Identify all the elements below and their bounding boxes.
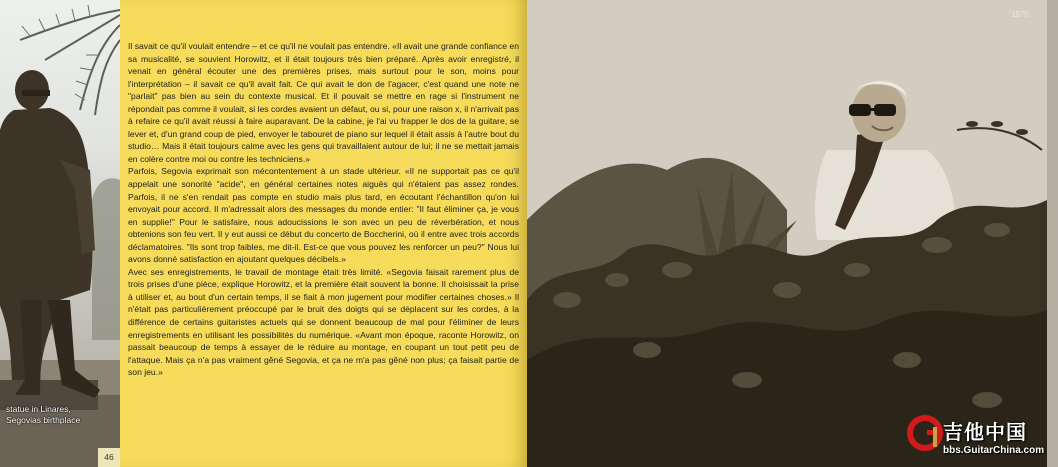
text-page (120, 0, 527, 467)
paragraph: Avec ses enregistrements, le travail de montage était très limité. «Segovia faisait rarement plus de trois prises d'une pièce, explique Horowitz, et la première était souvent la bonne. Il choisissait la prise à utiliser et, au bout d'un certain temps, il se fiait à mon jugement pour modifier certaines choses.» Il n'était pas particulièrement préoccupé par le bruit des doigts qui se déplacent sur les cordes, à la différence de certains guitaristes actuels qui se donnent beaucoup de mal pour l'éliminer de leurs enregistrements en utilisant les possibilités du numérique. «Avant mon époque, raconte Horowitz, on passait beaucoup de temps à essayer de le réduire au montage, en coupant un tout petit peu de l'attaque. Mais ça n'a pas vraiment gêné Segovia, et ça ne m'a pas gêné non plus; ça faisait partie de son jeu.» (128, 266, 519, 378)
page-number: 46 (98, 448, 120, 467)
statue-illustration (0, 0, 120, 467)
photo-caption (6, 404, 114, 426)
watermark (905, 413, 1055, 465)
caption-line-1: statue in Linares, (6, 404, 71, 414)
paragraph: Parfois, Segovia exprimait son mécontentement à un stade ultérieur. «Il ne supportait pas ce qu'il appelait une sonorité "acide", en général certaines notes aiguës qui n'étaient pas assez rondes. Parfois, il ne s'en rendait pas compte en studio mais plus tard, en écoutant l'échantillon qu'on lui envoyait pour accord. Il m'adressait alors des messages du monde entier: "Il faut éliminer ça, je vous en supplie!" Pour le satisfaire, nous adoucissions le son avec un peu de réverbération, et nous obtenions son feu vert. Il y eut aussi ce début du concerto de Boccherini, où il entre avec trois accords déclamatoires. "Ils sont trop faibles, me dit-il. Est-ce que vous pouvez les renforcer un peu?" Nous lui avons donné satisfaction en ajoutant quelques décibels.» (128, 166, 519, 265)
statue-photo (0, 0, 120, 467)
paragraph: Il savait ce qu'il voulait entendre – et ce qu'il ne voulait pas entendre. «Il avait une grande confiance en sa musicalité, se souvient Horowitz, et il était toujours très bien préparé. Après avoir enregistré, il venait en général écouter une des premières prises, mais surtout pour le son, moins pour l'interprétation – il savait ce qu'il avait fait. Ce qui avait le don de l'agacer, c'est quand une note ne "parlait" pas bien au sein du contexte musical. Et il pouvait se mettre en rage si l'instrument ne répondait pas comme il voulait, si les cordes avaient un défaut, ou si, pour une raison x, il n'arrivait pas à refaire ce qu'il avait réussi à faire auparavant. De la cabine, je l'ai vu frapper le dos de la guitare, se lever et, d'un grand coup de pied, envoyer le tabouret de piano sur lequel il était assis à l'autre bout du studio… Mais il était toujours calme avec les gens qui travaillaient autour de lui; il ne se mettait jamais en colère contre moi ou contre les techniciens.» (128, 41, 519, 164)
watermark-chinese-text: 吉他中国 (943, 420, 1027, 444)
year-label: 1970 (1011, 10, 1029, 19)
article-text (128, 40, 519, 379)
caption-line-2: Segovias birthplace (6, 415, 81, 425)
portrait-illustration (527, 0, 1047, 467)
portrait-photo (527, 0, 1047, 467)
watermark-url: bbs.GuitarChina.com (943, 445, 1045, 456)
guitar-china-logo-icon (905, 413, 945, 453)
statue-figure (0, 70, 100, 398)
page-edge (1047, 0, 1058, 467)
